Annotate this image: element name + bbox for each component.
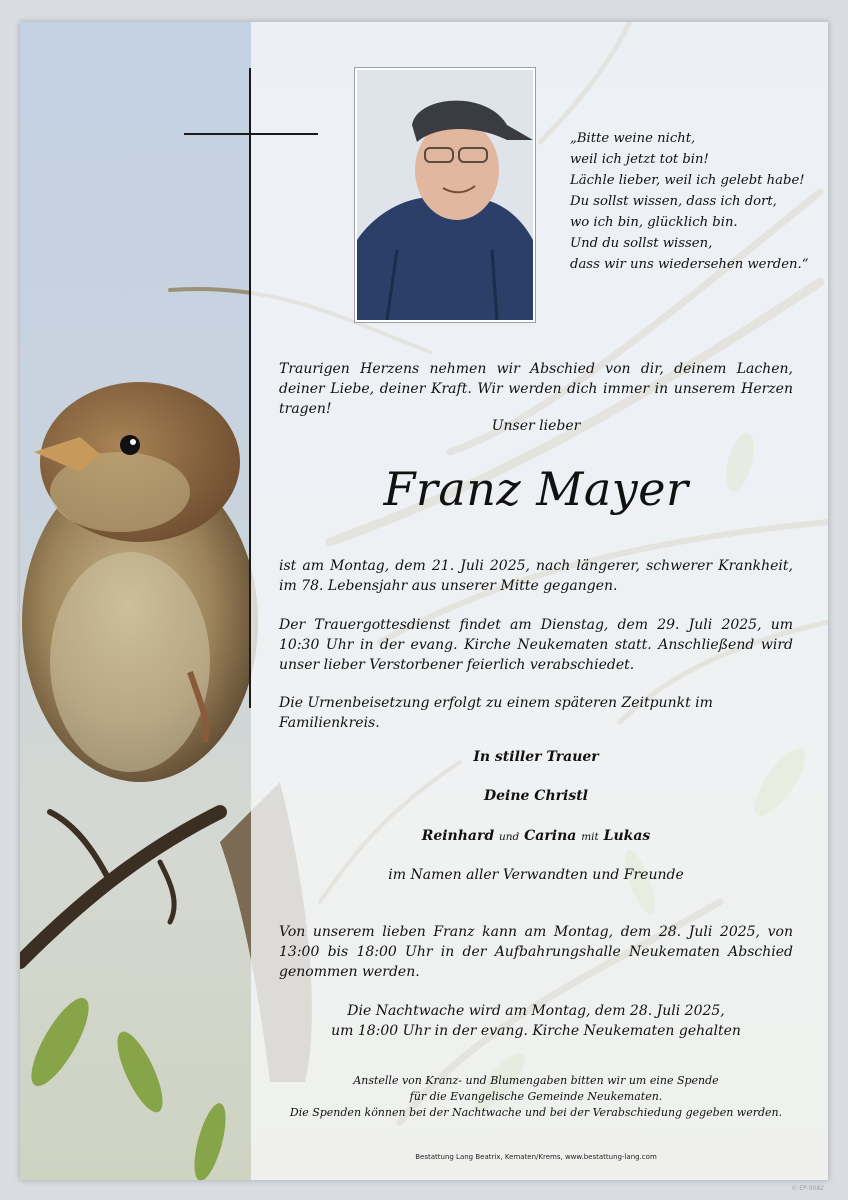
viewing-info: Von unserem lieben Franz kann am Montag, dem 28. Juli 2025, von 13:00 bis 18:00 Uhr in der Aufbahrungshalle Neukematen Abschied genommen werden.: [279, 924, 793, 980]
donation-line: Die Spenden können bei der Nachtwache und bei der Verabschiedung gegeben werden.: [289, 1106, 783, 1119]
child-name: Reinhard: [421, 828, 495, 844]
document-code: © EP-9082: [791, 1185, 824, 1192]
child-name: Carina: [524, 828, 577, 844]
service-info: Der Trauergottesdienst findet am Dienstag, dem 29. Juli 2025, um 10:30 Uhr in der evang. Kirche Neukematen statt. Anschließend wird unser lieber Verstorbener feierlich verabschiedet.: [279, 617, 793, 673]
connector-und: und: [499, 831, 520, 843]
deceased-name: Franz Mayer: [383, 462, 689, 516]
quote-line: Lächle lieber, weil ich gelebt habe!: [570, 173, 805, 188]
death-notice: ist am Montag, dem 21. Juli 2025, nach längerer, schwerer Krankheit, im 78. Lebensjahr aus unserer Mitte gegangen.: [279, 558, 793, 594]
children-line: [279, 828, 793, 844]
donation-line: Anstelle von Kranz- und Blumengaben bitten wir um eine Spende: [353, 1074, 719, 1087]
spouse-name: Deine Christl: [483, 788, 588, 804]
quote-line: Und du sollst wissen,: [570, 236, 713, 251]
portrait-photo: [357, 70, 533, 320]
connector-mit: mit: [581, 831, 599, 843]
quote-line: weil ich jetzt tot bin!: [570, 152, 709, 167]
vigil-info: [279, 1001, 793, 1041]
quote-line: „Bitte weine nicht,: [570, 131, 696, 146]
vigil-line: Die Nachtwache wird am Montag, dem 28. Juli 2025,: [347, 1003, 725, 1019]
unser-lieber: Unser lieber: [491, 418, 581, 434]
quote-line: dass wir uns wiedersehen werden.“: [570, 257, 809, 272]
portrait-frame: [354, 67, 536, 323]
donation-line: für die Evangelische Gemeinde Neukematen.: [409, 1090, 663, 1103]
vigil-line: um 18:00 Uhr in der evang. Kirche Neukematen gehalten: [331, 1023, 741, 1039]
grandchild-name: Lukas: [603, 828, 651, 844]
quote-line: wo ich bin, glücklich bin.: [570, 215, 738, 230]
cross-icon-bar: [184, 133, 318, 135]
mourning-heading: In stiller Trauer: [473, 749, 599, 765]
urn-info: Die Urnenbeisetzung erfolgt zu einem späteren Zeitpunkt im Familienkreis.: [279, 695, 713, 731]
cross-icon: [249, 68, 251, 708]
donation-info: [279, 1073, 793, 1121]
relatives-line: im Namen aller Verwandten und Freunde: [388, 867, 684, 883]
quote-block: [570, 128, 820, 275]
quote-line: Du sollst wissen, dass ich dort,: [570, 194, 777, 209]
funeral-home-footer: Bestattung Lang Beatrix, Kematen/Krems, www.bestattung-lang.com: [415, 1153, 657, 1161]
obituary-card: [20, 22, 828, 1180]
lead-text: Traurigen Herzens nehmen wir Abschied von dir, deinem Lachen, deiner Liebe, deiner Kraft. Wir werden dich immer in unserem Herzen tragen!: [279, 361, 793, 417]
